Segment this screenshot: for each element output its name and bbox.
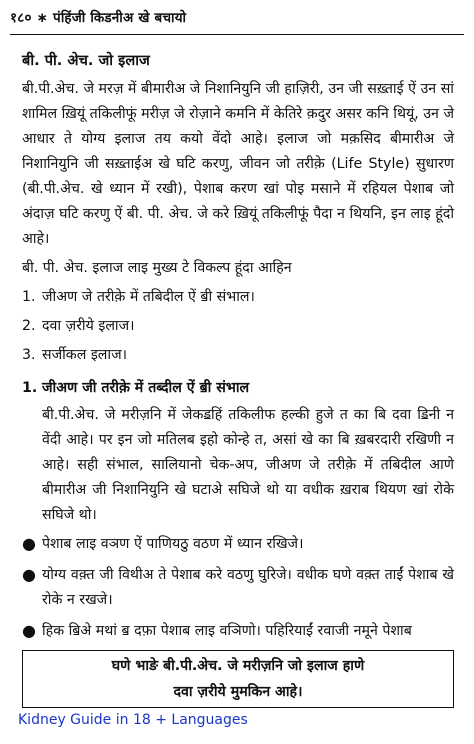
list-number: 1. [22,289,36,305]
page-content [22,44,454,708]
bullet-text: हिक ॿिअे मथां ॿ दफ़ा पेशाब लाइ वञिणो। पहिरियाईं रवाजी नमूने पेशाब [42,623,412,639]
list-item-text: जीअण जे तरीक़े में तबिदील ऐं ॿी संभाल। [42,289,255,305]
list-number: 3. [22,347,36,363]
list-item-text: सर्जीकल इलाज। [42,347,127,363]
subsection-heading [22,376,454,401]
options-intro: बी. पी. अेच. इलाज लाइ मुख्य टे विकल्प हूंदा आहिन [22,260,292,276]
intro-paragraph: बी.पी.अेच. जे मरज़ में बीमारीअ जे निशानियुनि जी हाज़िरी, उन जी सख़्ताई ऐं उन सां शामिल ख़ियूं तकिलीफूं मरीज़ जे रोज़ाने कमनि में केतिरे क़दुर असर कनि थियूं, उन जे आधार ते योग्य इलाज तय कयो वेंदो आहे। इलाज जो मक़सिद बीमारीअ जे निशानियुनि जी सख़्ताईअ खे घटि करणु, जीवन जो तरीक़े (Life Style) सुधारण (बी.पी.अेच. खे ध्यान में रखी), पेशाब करण खां पोइ मसाने में रहियल पेशाब जो अंदाज़ घटि करणु ऐं बी. पी. अेच. जे करे ख़ियूं तकिलीफूं पैदा न थियनि, इन लाइ हूंदो आहे। [22,81,454,247]
highlight-line: घणे भाङे बी.पी.अेच. जे मरीज़नि जो इलाज हाणे [111,658,365,674]
subsection-number: 1. [22,380,38,396]
bullet-item [22,619,454,644]
running-header: १८० ∗ पंहिंजी किडनीअ खे बचायो [10,10,187,26]
treatment-options-list [22,285,454,368]
footer-link[interactable]: Kidney Guide in 18 + Languages [18,712,248,728]
bullet-dot-icon: ● [22,621,36,640]
list-number: 2. [22,318,36,334]
bullet-item [22,532,454,557]
list-item-text: दवा ज़रीये इलाज। [42,318,135,334]
advice-bullet-list [22,532,454,644]
list-item [22,343,454,368]
highlight-line: दवा ज़रीये मुमकिन आहे। [173,684,303,700]
section-title: बी. पी. अेच. जो इलाज [22,52,150,69]
bullet-item [22,563,454,613]
header-divider [10,34,464,35]
subsection-title: जीअण जी तरीक़े में तब्दील ऐं ॿी संभाल [42,380,250,396]
bullet-text: योग्य वक़्त जी विथीअ ते पेशाब करे वठणु घुरिजे। वधीक घणे वक़्त ताईं पेशाब खे रोके न रखजे। [42,567,454,608]
list-item [22,285,454,310]
subsection-paragraph: बी.पी.अेच. जे मरीज़नि में जेकॾहिं तकिलीफ हल्की हुजे त का बि दवा ॾिनी न वेंदी आहे। पर इन जो मतिलब इहो कोन्हे त, असां खे का बि ख़बरदारी रखिणी न आहे। सही संभाल, सालियानो चेक-अप, जीअण जे तरीक़े में तबिदील आणे बीमारीअ जी निशानियुनि खे घटाअे सघिजे थो या वधीक ख़राब थियण खां रोके सघिजे थो। [42,407,455,523]
bullet-text: पेशाब लाइ वञण ऐं पाणियठु वठण में ध्यान रखिजे। [42,536,304,552]
highlight-box [22,650,454,708]
list-item [22,314,454,339]
bullet-dot-icon: ● [22,534,36,553]
bullet-dot-icon: ● [22,565,36,584]
